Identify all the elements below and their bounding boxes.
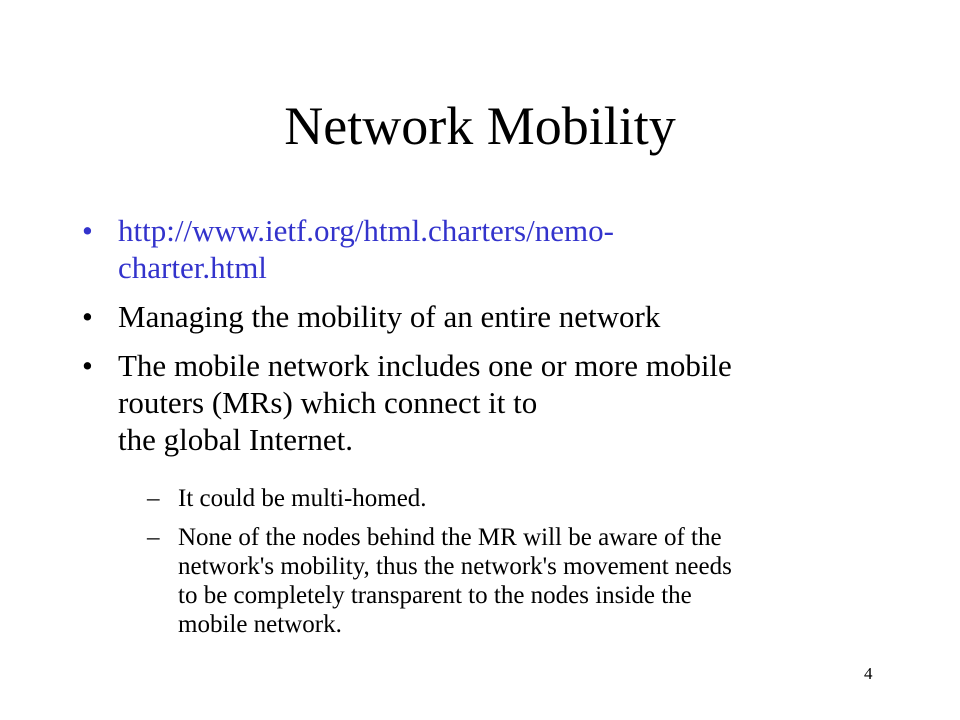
bullet-item-link[interactable] [82,212,882,286]
bullet-text-line: routers (MRs) which connect it to [118,385,538,420]
sub-bullet-text-line: network's mobility, thus the network's movement needs [178,553,732,580]
bullet-text-line: the global Internet. [118,422,353,457]
bullet-text-line: Managing the mobility of an entire network [118,299,661,334]
sub-bullet-text-line: It could be multi-homed. [178,485,427,512]
bullet-marker: • [82,299,93,334]
bullet-text-line: http://www.ietf.org/html.charters/nemo- [118,213,614,248]
bullet-text [118,298,882,335]
page-number: 4 [864,664,873,683]
bullet-item-mobile-network [82,347,882,458]
bullet-marker: • [82,348,93,383]
sub-bullet-text-line: to be completely transparent to the nodes inside the [178,582,692,609]
sub-bullet-item [147,523,877,639]
bullet-text-line: The mobile network includes one or more mobile [118,348,732,383]
bullet-text [118,347,882,458]
sub-bullet-marker: – [147,524,160,551]
sub-bullet-item [147,484,877,513]
sub-bullet-text-line: None of the nodes behind the MR will be aware of the [178,524,722,551]
bullet-marker: • [82,213,93,248]
sub-bullet-marker: – [147,485,160,512]
bullet-list [82,212,882,470]
sub-bullet-list [147,484,877,649]
bullet-item-managing [82,298,882,335]
charter-link[interactable] [118,212,882,286]
sub-bullet-text-line: mobile network. [178,611,342,638]
bullet-text-line: charter.html [118,250,267,285]
slide-title: Network Mobility [284,96,676,156]
